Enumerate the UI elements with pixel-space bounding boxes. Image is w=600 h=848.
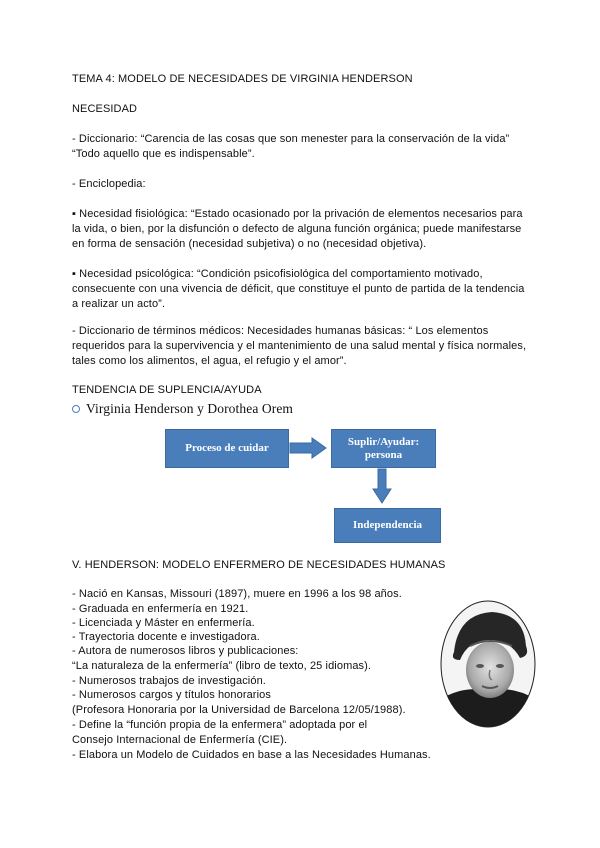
down-arrow-icon <box>373 469 391 503</box>
portrait-photo <box>440 600 536 728</box>
authors-line: Virginia Henderson y Dorothea Orem <box>86 401 294 416</box>
bio-line: - Graduada en enfermería en 1921. <box>72 603 249 615</box>
fisiologica-line-2: la vida, o bien, por la disfunción o defecto de alguna función orgánica; puede manifestarse <box>72 223 522 235</box>
bio-line: - Autora de numerosos libros y publicaciones: <box>72 645 299 657</box>
bio-line: - Numerosos cargos y títulos honorarios <box>72 689 271 701</box>
bio-line: - Nació en Kansas, Missouri (1897), muere en 1996 a los 98 años. <box>72 588 402 600</box>
fisiologica-line-1: ▪ Necesidad fisiológica: “Estado ocasionado por la privación de elementos necesarios para <box>72 208 523 220</box>
modelo-heading: V. HENDERSON: MODELO ENFERMERO DE NECESIDADES HUMANAS <box>72 559 446 571</box>
bio-line: - Licenciada y Máster en enfermería. <box>72 617 255 629</box>
diccionario-line-2: “Todo aquello que es indispensable”. <box>72 148 255 160</box>
bio-line: - Elabora un Modelo de Cuidados en base a las Necesidades Humanas. <box>72 749 431 761</box>
psicologica-line-1: ▪ Necesidad psicológica: “Condición psicofisiológica del comportamiento motivado, <box>72 268 483 280</box>
medicos-line-2: requeridos para la supervivencia y el mantenimiento de una salud mental y física normales, <box>72 340 527 352</box>
psicologica-line-3: a realizar un acto”. <box>72 298 166 310</box>
bio-line: - Trayectoria docente e investigadora. <box>72 631 260 643</box>
bio-line: (Profesora Honoraria por la Universidad de Barcelona 12/05/1988). <box>72 704 406 716</box>
diagram-box-independencia-label: Independencia <box>352 519 423 531</box>
bio-line: - Numerosos trabajos de investigación. <box>72 675 266 687</box>
page-title: TEMA 4: MODELO DE NECESIDADES DE VIRGINIA HENDERSON <box>72 73 413 85</box>
medicos-line-3: tales como los alimentos, el agua, el refugio y el amor”. <box>72 355 347 367</box>
tendencia-heading: TENDENCIA DE SUPLENCIA/AYUDA <box>72 384 262 396</box>
bio-line: Consejo Internacional de Enfermería (CIE). <box>72 734 288 746</box>
diagram-box-proceso-label: Proceso de cuidar <box>185 442 269 454</box>
bio-line: “La naturaleza de la enfermería” (libro de texto, 25 idiomas). <box>72 660 372 672</box>
bio-line: - Define la “función propia de la enfermera” adoptada por el <box>72 719 368 731</box>
medicos-line-1: - Diccionario de términos médicos: Necesidades humanas básicas: “ Los elementos <box>72 325 489 337</box>
diagram-box-suplir-label-2: persona <box>364 448 403 461</box>
psicologica-line-2: consecuente con una vivencia de déficit, que constituye el punto de partida de la tendencia <box>72 283 525 295</box>
diagram-box-suplir-label-1: Suplir/Ayudar: <box>347 435 420 448</box>
fisiologica-line-3: en forma de sensación (necesidad subjetiva) o no (necesidad objetiva). <box>72 238 427 250</box>
right-arrow-icon <box>290 438 326 458</box>
necesidad-heading: NECESIDAD <box>72 103 138 115</box>
diccionario-line-1: - Diccionario: “Carencia de las cosas que son menester para la conservación de la vida” <box>72 133 510 145</box>
enciclopedia-label: - Enciclopedia: <box>72 178 146 190</box>
